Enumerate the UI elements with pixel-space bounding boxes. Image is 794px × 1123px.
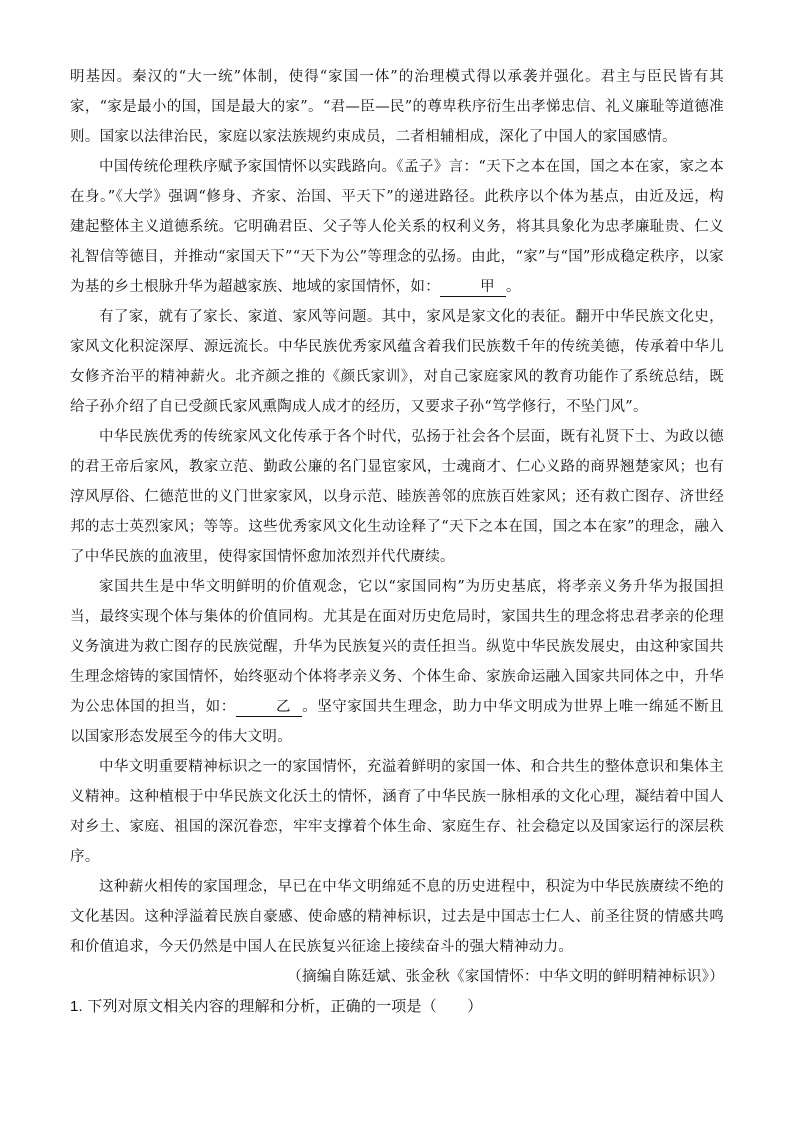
blank-yi: 乙 — [236, 698, 302, 717]
paragraph-1: 明基因。秦汉的“大一统”体制，使得“家国一体”的治理模式得以承袭并强化。君主与臣民皆有其家，“家是最小的国，国是最大的家”。“君—臣—民”的尊卑秩序衍生出孝悌忠信、礼义廉耻等道德准则。国家以法律治民，家庭以家法族规约束成员，二者相辅相成，深化了中国人的家国感情。 — [70, 69, 724, 145]
document-page — [70, 62, 724, 1022]
paragraph-5-tail: 。坚守家国共生理念，助力中华文明成为世界上唯一绵延不断且以国家形态发展至今的伟大文明。 — [70, 699, 724, 745]
paragraph-5 — [70, 572, 724, 752]
paragraph-2-tail: 。 — [506, 279, 521, 295]
paragraph-3: 有了家，就有了家长、家道、家风等问题。其中，家风是家文化的表征。翻开中华民族文化史，家风文化积淀深厚、源远流长。中华民族优秀家风蕴含着我们民族数千年的传统美德，传承着中华儿女修齐治平的精神薪火。北齐颜之推的《颜氏家训》，对自己家庭家风的教育功能作了系统总结，既给子孙介绍了自已受颜氏家风熏陶成人成才的经历，又要求子孙“笃学修行，不坠门风”。 — [70, 309, 724, 415]
source-citation: （摘编自陈廷斌、张金秋《家国情怀：中华文明的鲜明精神标识》） — [287, 969, 724, 985]
blank-jia: 甲 — [440, 278, 506, 297]
question-1: 1. 下列对原文相关内容的理解和分析，正确的一项是（ ） — [70, 998, 483, 1015]
paragraph-5-text: 家国共生是中华文明鲜明的价值观念，它以“家国同构”为历史基底，将孝亲义务升华为报国担当，最终实现个体与集体的价值同构。尤其是在面对历史危局时，家国共生的理念将忠君孝亲的伦理义务演进为救亡图存的民族觉醒，升华为民族复兴的责任担当。纵览中华民族发展史，由这种家国共生理念熔铸的家国情怀，始终驱动个体将孝亲义务、个体生命、家族命运融入国家共同体之中，升华为公忠体国的担当，如： — [70, 579, 724, 715]
paragraph-7: 这种薪火相传的家国理念，早已在中华文明绵延不息的历史进程中，积淀为中华民族赓续不绝的文化基因。这种浮溢着民族自豪感、使命感的精神标识，过去是中国志士仁人、前圣往贤的情感共鸣和价值追求，今天仍然是中国人在民族复兴征途上接续奋斗的强大精神动力。 — [70, 879, 724, 955]
paragraph-2 — [70, 152, 724, 302]
paragraph-4: 中华民族优秀的传统家风文化传承于各个时代，弘扬于社会各个层面，既有礼贤下士、为政以德的君王帝后家风，教家立范、勤政公廉的名门显宦家风，士魂商才、仁心义路的商界翘楚家风；也有淳风厚俗、仁德范世的义门世家家风，以身示范、睦族善邻的庶族百姓家风；还有救亡图存、济世经邦的志士英烈家风；等等。这些优秀家风文化生动诠释了“天下之本在国，国之本在家”的理念，融入了中华民族的血液里，使得家国情怀愈加浓烈并代代赓续。 — [70, 429, 724, 565]
paragraph-6: 中华文明重要精神标识之一的家国情怀，充溢着鲜明的家国一体、和合共生的整体意识和集体主义精神。这种植根于中华民族文化沃土的情怀，涵育了中华民族一脉相承的文化心理，凝结着中国人对乡土、家庭、祖国的深沉眷恋，牢牢支撑着个体生命、家庭生存、社会稳定以及国家运行的深层秩序。 — [70, 759, 724, 865]
paragraph-2-text: 中国传统伦理秩序赋予家国情怀以实践路向。《孟子》言：“天下之本在国，国之本在家，家之本在身。”《大学》强调“修身、齐家、治国、平天下”的递进路径。此秩序以个体为基点，由近及远，构建起整体主义道德系统。它明确君臣、父子等人伦关系的权利义务，将其具象化为忠孝廉耻贵、仁义礼智信等德目，并推动“家国天下”“天下为公”等理念的弘扬。由此，“家”与“国”形成稳定秩序，以家为基的乡土根脉升华为超越家族、地域的家国情怀，如： — [70, 159, 724, 295]
